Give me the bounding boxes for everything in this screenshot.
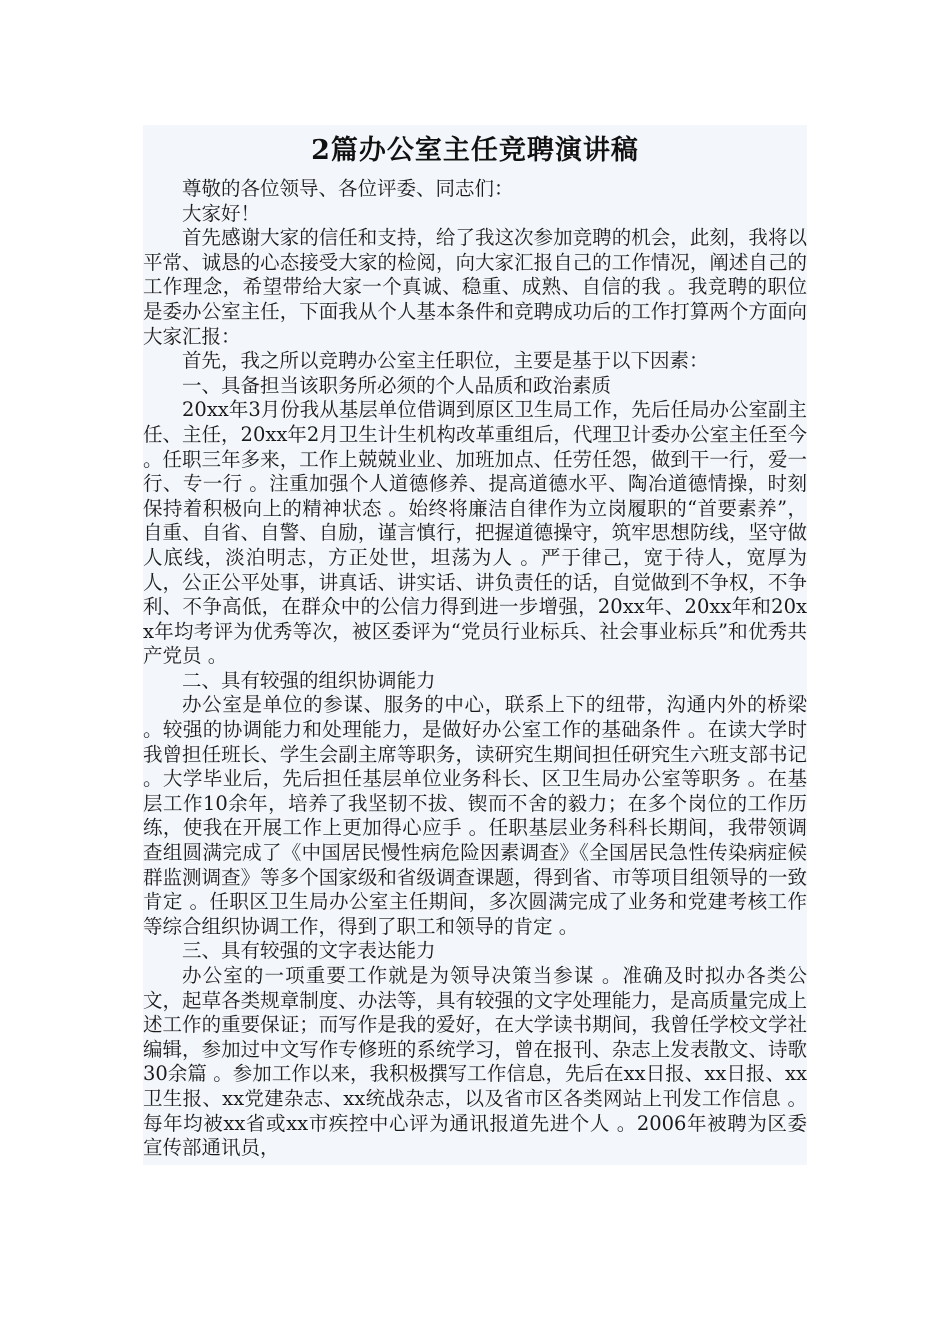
reasons-lead-paragraph: 首先，我之所以竞聘办公室主任职位，主要是基于以下因素： bbox=[182, 349, 709, 373]
salutation: 尊敬的各位领导、各位评委、同志们： bbox=[182, 177, 514, 200]
greeting: 大家好！ bbox=[182, 201, 261, 225]
section-heading-1: 一、具备担当该职务所必须的个人品质和政治素质 bbox=[182, 373, 612, 397]
intro-paragraph: 首先感谢大家的信任和支持，给了我这次参加竞聘的机会，此刻，我将以平常、诚恳的心态接受大家的检阅，向大家汇报自己的工作情况，阐述自己的工作理念，希望带给大家一个真诚、稳重、成熟、自信的我 。我竞聘的职位是委办公室主任，下面我从个人基本条件和竞聘成功后的工作打算两个方面向大家汇报： bbox=[143, 226, 807, 348]
section-heading-3: 三、具有较强的文字表达能力 bbox=[182, 939, 436, 963]
document-title: 2篇办公室主任竞聘演讲稿 bbox=[311, 135, 639, 166]
section-body-2: 办公室是单位的参谋、服务的中心，联系上下的纽带，沟通内外的桥梁 。较强的协调能力和处理能力，是做好办公室工作的基础条件 。在读大学时我曾担任班长、学生会副主席等职务，读研究生期间担任研究生六班支部书记 。大学毕业后，先后担任基层单位业务科长、区卫生局办公室等职务 。在基层工作10余年，培养了我坚韧不拔、锲而不舍的毅力；在多个岗位的工作历练，使我在开展工作上更加得心应手 。任职基层业务科科长期间，我带领调查组圆满完成了《中国居民慢性病危险因素调查》《全国居民急性传染病症候群监测调查》等多个国家级和省级调查课题，得到省、市等项目组领导的一致肯定 。任职区卫生局办公室主任期间，多次圆满完成了业务和党建考核工作等综合组织协调工作，得到了职工和领导的肯定 。 bbox=[143, 693, 807, 938]
section-body-1: 20xx年3月份我从基层单位借调到原区卫生局工作，先后任局办公室副主任、主任，20xx年2月卫生计生机构改革重组后，代理卫计委办公室主任至今 。任职三年多来，工作上兢兢业业、加班加点、任劳任怨，做到干一行，爱一行、专一行 。注重加强个人道德修养、提高道德水平、陶冶道德情操，时刻保持着积极向上的精神状态 。始终将廉洁自律作为立岗履职的“首要素养”，自重、自省、自警、自励，谨言慎行，把握道德操守，筑牢思想防线，坚守做人底线，淡泊明志，方正处世，坦荡为人 。严于律己，宽于待人，宽厚为人，公正公平处事，讲真话、讲实话、讲负责任的话，自觉做到不争权，不争利、不争高低，在群众中的公信力得到进一步增强，20xx年、20xx年和20xx年均考评为优秀等次，被区委评为“党员行业标兵、社会事业标兵”和优秀共产党员 。 bbox=[143, 398, 807, 668]
document-body bbox=[143, 125, 807, 1165]
section-heading-2: 二、具有较强的组织协调能力 bbox=[182, 668, 436, 692]
section-body-3: 办公室的一项重要工作就是为领导决策当参谋 。准确及时拟办各类公文，起草各类规章制度、办法等，具有较强的文字处理能力，是高质量完成上述工作的重要保证；而写作是我的爱好，在大学读书期间，我曾任学校文学社编辑，参加过中文写作专修班的系统学习，曾在报刊、杂志上发表散文、诗歌30余篇 。参加工作以来，我积极撰写工作信息，先后在xx日报、xx日报、xx卫生报、xx党建杂志、xx统战杂志，以及省市区各类网站上刊发工作信息 。每年均被xx省或xx市疾控中心评为通讯报道先进个人 。2006年被聘为区委宣传部通讯员， bbox=[143, 964, 807, 1160]
